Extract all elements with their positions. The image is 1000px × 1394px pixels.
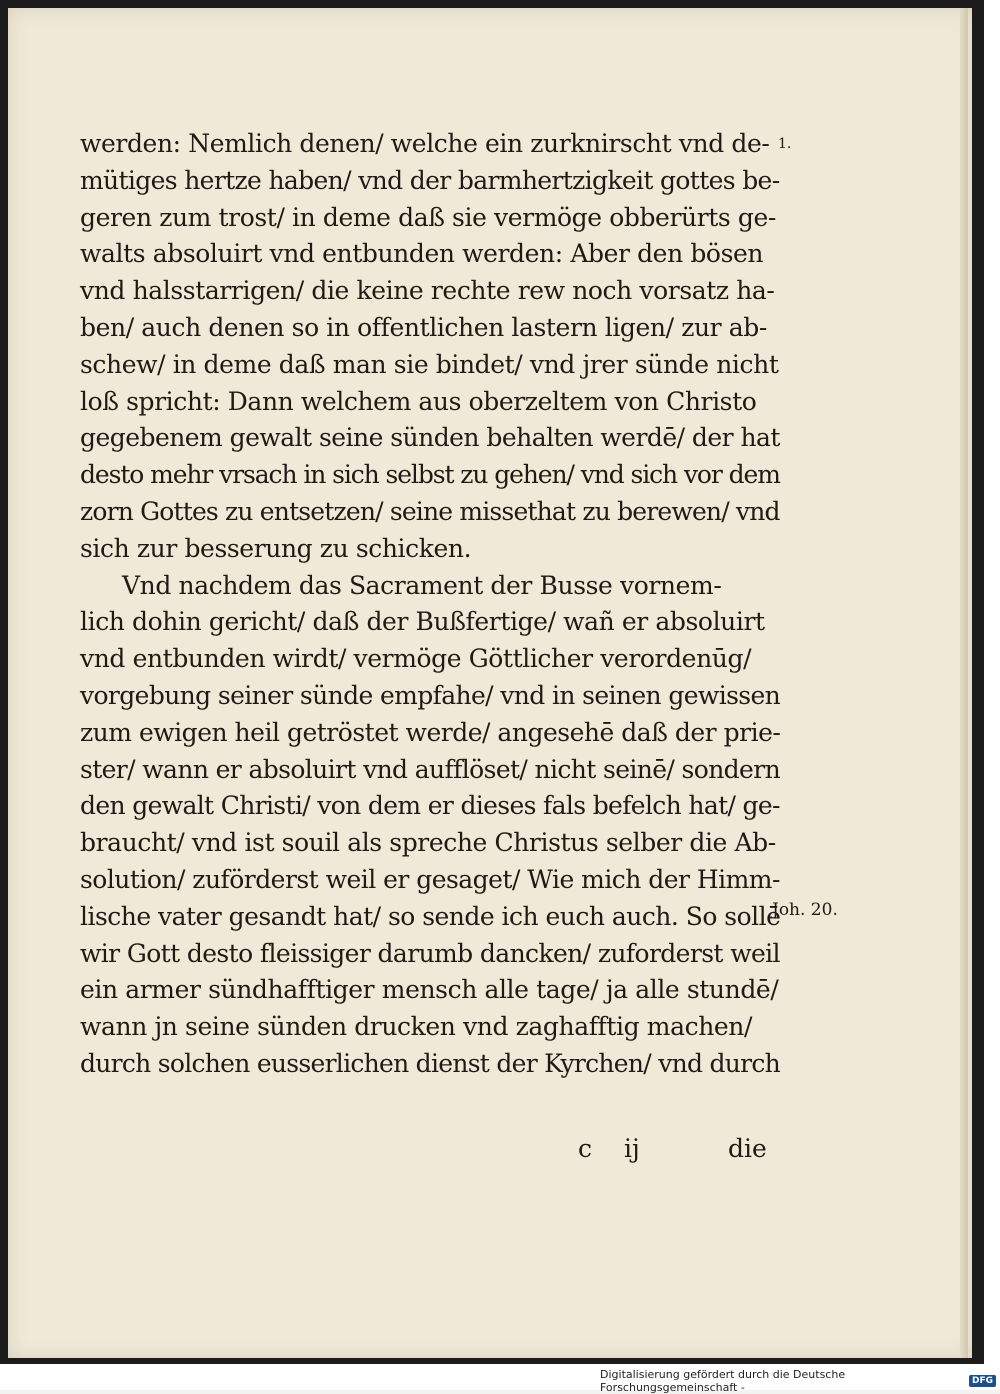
text-line: vnd entbunden wirdt/ vermöge Göttlicher verordenūg/ [80,644,752,674]
text-line: braucht/ vnd ist souil als spreche Christus selber die Ab- [80,828,776,858]
text-line: durch solchen eusserlichen dienst der Kyrchen/ vnd durch [80,1048,781,1078]
text-line: ein armer sündhafftiger mensch alle tage/ ja alle stundē/ [80,975,779,1005]
page-text-block [80,126,780,1083]
text-line: sich zur besserung zu schicken. [80,533,472,563]
book-page [8,8,972,1358]
text-line: zum ewigen heil getröstet werde/ angesehē daß der prie- [80,717,781,747]
text-line: lische vater gesandt hat/ so sende ich euch auch. So sollē [80,901,781,931]
text-line: wann jn seine sünden drucken vnd zaghafftig machen/ [80,1012,753,1042]
text-line: wir Gott desto fleissiger darumb dancken/ zuforderst weil [80,938,780,968]
text-line: desto mehr vrsach in sich selbst zu gehen/ vnd sich vor dem [80,460,780,490]
text-line: lich dohin gericht/ daß der Bußfertige/ wañ er absoluirt [80,607,765,637]
catchword: die [728,1134,767,1163]
page-edge [960,8,968,1358]
text-line: ben/ auch denen so in offentlichen lastern ligen/ zur ab- [80,312,767,342]
text-line: geren zum trost/ in deme daß sie vermöge obberürts ge- [80,202,776,232]
text-line: gegebenem gewalt seine sünden behalten werdē/ der hat [80,423,780,453]
signature-mark: c [578,1134,593,1163]
text-line: ster/ wann er absoluirt vnd aufflöset/ nicht seinē/ sondern [80,754,781,784]
funding-footer [600,1368,1000,1394]
text-line: mütiges hertze haben/ vnd der barmhertzigkeit gottes be- [80,165,780,195]
marginal-note-top: 1. [778,136,792,152]
text-line: vnd halsstarrigen/ die keine rechte rew noch vorsatz ha- [80,276,775,306]
text-line: Vnd nachdem das Sacrament der Busse vornem- [122,570,722,600]
text-line: schew/ in deme daß man sie bindet/ vnd jrer sünde nicht [80,349,779,379]
text-line: vorgebung seiner sünde empfahe/ vnd in seinen gewissen [80,680,781,710]
funding-text: Digitalisierung gefördert durch die Deutsche Forschungsgemeinschaft - [600,1368,846,1394]
signature-number: ij [624,1134,640,1163]
text-line: werden: Nemlich denen/ welche ein zurknirscht vnd de- [80,129,770,158]
marginal-note-reference: Joh. 20. [772,900,838,920]
text-line: loß spricht: Dann welchem aus oberzeltem von Christo [80,386,757,416]
text-line: zorn Gottes zu entsetzen/ seine missethat zu berewen/ vnd [80,496,780,526]
dfg-logo: DFG [969,1375,996,1387]
text-line: solution/ zuförderst weil er gesaget/ Wie mich der Himm- [80,864,780,894]
text-line: den gewalt Christi/ von dem er dieses fals befelch hat/ ge- [80,791,780,821]
text-line: walts absoluirt vnd entbunden werden: Aber den bösen [80,239,764,269]
